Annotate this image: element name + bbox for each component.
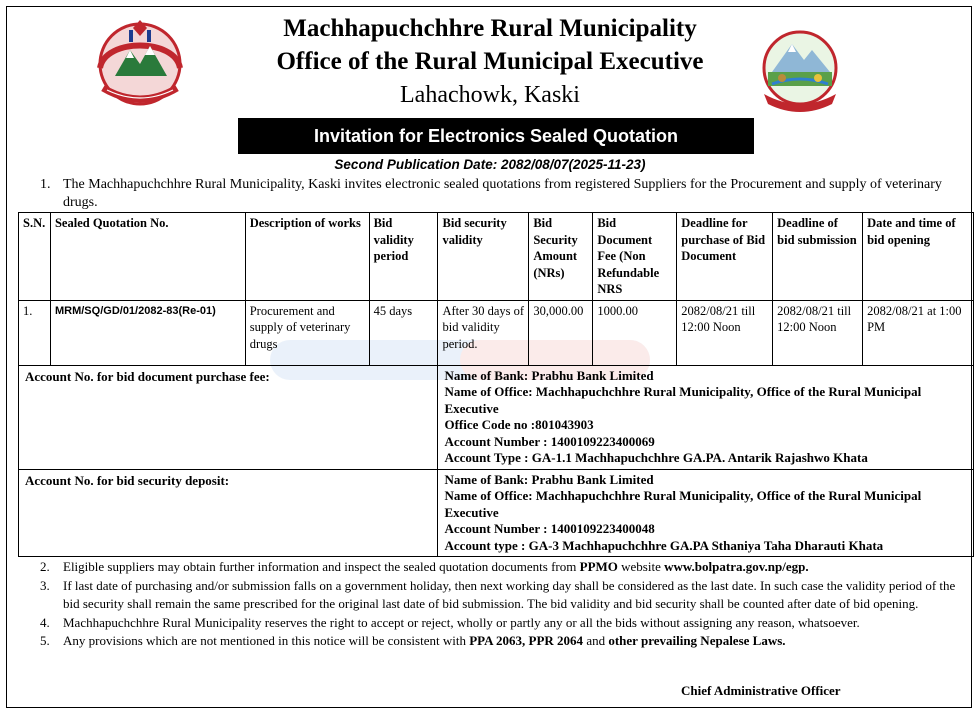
signature-title: Chief Administrative Officer [681, 683, 841, 698]
col-header-quotation-no: Sealed Quotation No. [50, 213, 245, 301]
purchase-account-label: Account No. for bid document purchase fee: [19, 365, 438, 469]
list-item: 3. If last date of purchasing and/or submission falls on a government holiday, then next working day shall be considered as the last date. In such case the validity period of the bid security shall remain the same prescribed for the original last date of bid submission. The bid validity and bid security shall be counted after date of bid opening. [40, 577, 956, 611]
security-account-row [19, 469, 974, 557]
cell-security-validity: After 30 days of bid validity period. [438, 300, 529, 365]
security-account-details [438, 469, 974, 557]
org-location: Lahachowk, Kaski [400, 82, 580, 108]
col-header-submission-deadline: Deadline of bid submission [773, 213, 863, 301]
notice-points [40, 558, 965, 651]
purchase-office-name: Name of Office: Machhapuchchhre Rural Municipality, Office of the Rural Municipal Executive [444, 384, 922, 416]
cell-purchase-deadline: 2082/08/21 till 12:00 Noon [677, 300, 773, 365]
security-account-type: Account type : GA-3 Machhapuchchhre GA.PA Sthaniya Taha Dharauti Khata [444, 537, 884, 553]
org-name-line2: Office of the Rural Municipal Executive [276, 48, 704, 75]
col-header-security-amount: Bid Security Amount (NRs) [529, 213, 593, 301]
cell-description: Procurement and supply of veterinary drugs [245, 300, 369, 365]
publication-date: Second Publication Date: 2082/08/07(2025-11-23) [334, 157, 646, 172]
cell-sn: 1. [19, 300, 51, 365]
col-header-description: Description of works [245, 213, 369, 301]
cell-submission-deadline: 2082/08/21 till 12:00 Noon [773, 300, 863, 365]
col-header-validity: Bid validity period [369, 213, 438, 301]
table-header-row [19, 213, 974, 301]
col-header-opening: Date and time of bid opening [863, 213, 974, 301]
notice-title-banner: Invitation for Electronics Sealed Quotation [238, 118, 754, 154]
cell-validity: 45 days [369, 300, 438, 365]
purchase-account-details [438, 365, 974, 469]
cell-security-amount: 30,000.00 [529, 300, 593, 365]
purchase-office-code: Office Code no :801043903 [444, 417, 594, 432]
quotation-table [18, 212, 974, 557]
col-header-purchase-deadline: Deadline for purchase of Bid Document [677, 213, 773, 301]
security-account-label: Account No. for bid security deposit: [19, 469, 438, 557]
intro-text: The Machhapuchchhre Rural Municipality, Kaski invites electronic sealed quotations from registered Suppliers for the Procurement and supply of veterinary drugs. [63, 177, 942, 210]
list-item: 4. Machhapuchchhre Rural Municipality reserves the right to accept or reject, wholly or partly any or all the bids without assigning any reason, whatsoever. [40, 614, 860, 630]
purchase-account-type: Account Type : GA-1.1 Machhapuchchhre GA.PA. Antarik Rajashwo Khata [444, 450, 868, 465]
col-header-security-validity: Bid security validity [438, 213, 529, 301]
purchase-account-number: Account Number : 1400109223400069 [444, 433, 655, 449]
list-item: 2. Eligible suppliers may obtain further information and inspect the sealed quotation documents from PPMO website www.bolpatra.gov.np/egp. [40, 559, 809, 574]
cell-doc-fee: 1000.00 [593, 300, 677, 365]
purchase-account-row [19, 365, 974, 469]
intro-paragraph [40, 176, 965, 212]
security-bank-name: Name of Bank: Prabhu Bank Limited [444, 471, 654, 487]
org-name-line1: Machhapuchchhre Rural Municipality [283, 15, 697, 42]
cell-opening: 2082/08/21 at 1:00 PM [863, 300, 974, 365]
table-row [19, 300, 974, 365]
security-office-name: Name of Office: Machhapuchchhre Rural Municipality, Office of the Rural Municipal Executive [444, 488, 922, 520]
col-header-doc-fee: Bid Document Fee (Non Refundable NRS [593, 213, 677, 301]
list-item: 5. Any provisions which are not mentioned in this notice will be consistent with PPA 2063, PPR 2064 and other prevailing Nepalese Laws. [40, 633, 786, 648]
security-account-number: Account Number : 1400109223400048 [444, 521, 655, 536]
col-header-sn: S.N. [19, 213, 51, 301]
intro-number: 1. [40, 177, 51, 192]
cell-quotation-no: MRM/SQ/GD/01/2082-83(Re-01) [50, 300, 245, 365]
purchase-bank-name: Name of Bank: Prabhu Bank Limited [444, 367, 654, 383]
